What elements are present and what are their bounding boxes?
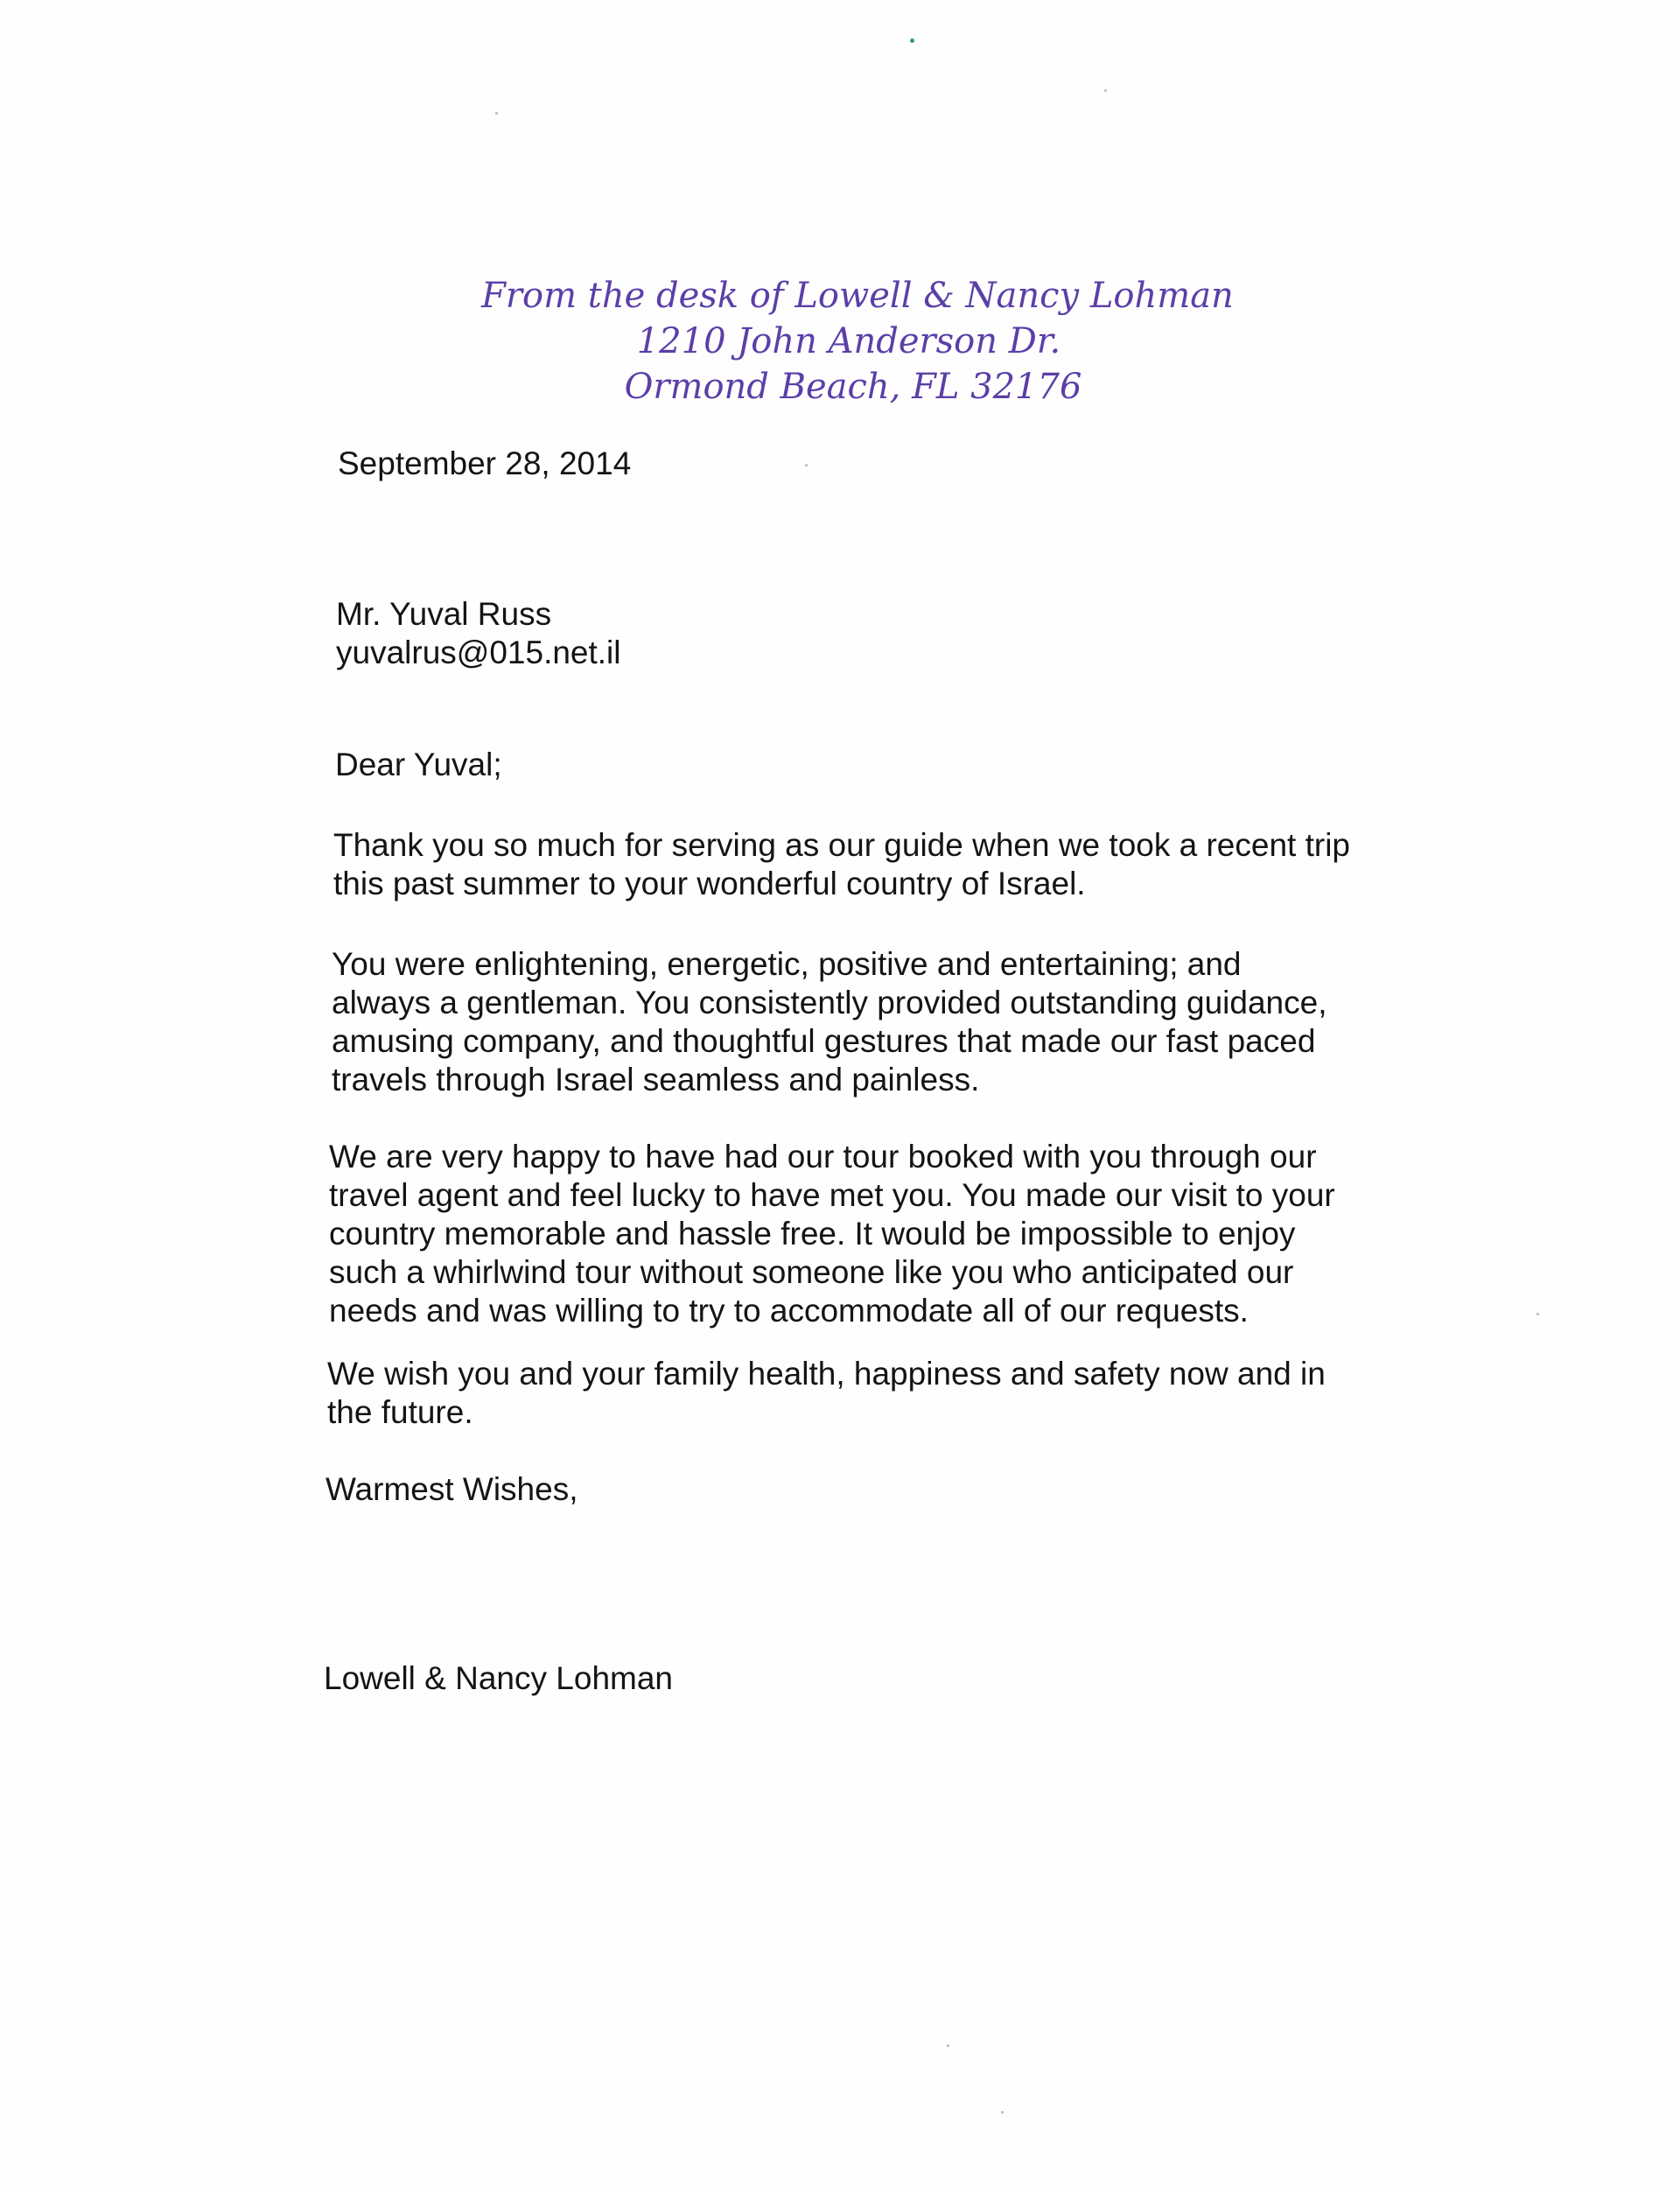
closing: Warmest Wishes,	[326, 1471, 578, 1507]
paragraph-line: this past summer to your wonderful country of Israel.	[333, 866, 1086, 901]
scan-speck	[947, 2044, 949, 2047]
paragraph-line: Thank you so much for serving as our guide when we took a recent trip	[333, 827, 1350, 863]
scan-speck	[805, 464, 808, 466]
paragraph-line: travel agent and feel lucky to have met you. You made our visit to your	[329, 1177, 1335, 1213]
paragraph-line: travels through Israel seamless and painless.	[332, 1062, 980, 1098]
scan-speck	[1001, 2111, 1004, 2114]
paragraph-line: We are very happy to have had our tour booked with you through our	[329, 1139, 1317, 1175]
paragraph-line: needs and was willing to try to accommodate all of our requests.	[329, 1293, 1249, 1329]
scan-speck	[495, 112, 498, 115]
paragraph-tour	[329, 1138, 1335, 1330]
paragraph-wishes	[327, 1355, 1326, 1432]
paragraph-line: amusing company, and thoughtful gestures that made our fast paced	[332, 1023, 1316, 1059]
recipient-block	[336, 595, 621, 672]
recipient-name: Mr. Yuval Russ	[336, 596, 552, 632]
paragraph-line: such a whirlwind tour without someone like you who anticipated our	[329, 1254, 1294, 1290]
recipient-email: yuvalrus@015.net.il	[336, 635, 621, 670]
paragraph-line: the future.	[327, 1394, 473, 1430]
paragraph-praise	[332, 945, 1327, 1099]
scan-speck	[1536, 1313, 1539, 1315]
letter-date: September 28, 2014	[338, 445, 632, 481]
paragraph-thanks	[333, 826, 1350, 903]
letterhead-city: Ormond Beach, FL 32176	[624, 367, 1082, 407]
salutation: Dear Yuval;	[335, 747, 502, 782]
letterhead	[438, 273, 1278, 410]
scan-speck	[910, 39, 914, 43]
paragraph-line: You were enlightening, energetic, positive and entertaining; and	[332, 946, 1242, 982]
letterhead-from: From the desk of Lowell & Nancy Lohman	[481, 276, 1234, 316]
paragraph-line: We wish you and your family health, happiness and safety now and in	[327, 1356, 1326, 1392]
paragraph-line: country memorable and hassle free. It would be impossible to enjoy	[329, 1216, 1296, 1252]
scan-speck	[1104, 89, 1107, 92]
paragraph-line: always a gentleman. You consistently provided outstanding guidance,	[332, 985, 1327, 1020]
signature: Lowell & Nancy Lohman	[324, 1660, 673, 1696]
letterhead-street: 1210 John Anderson Dr.	[636, 321, 1061, 361]
